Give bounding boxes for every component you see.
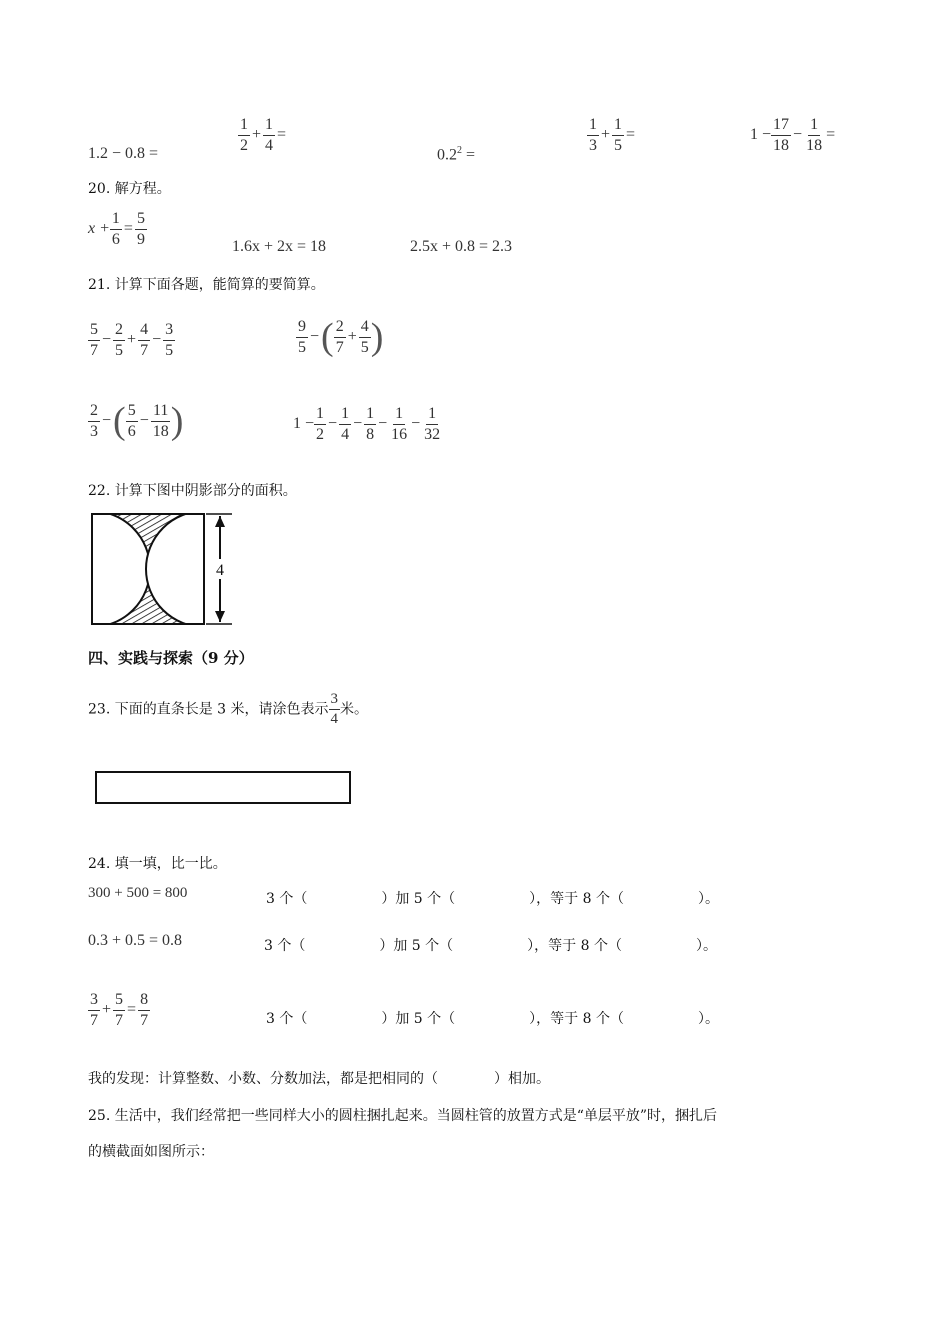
calc-expr-4: $\frac{1}{3}$ + $\frac{1}{5}$ = [589,116,636,154]
shaded-area-figure [88,510,238,628]
q25-line-1: 25. 生活中，我们经常把一些同样大小的圆柱捆扎起来。当圆柱管的放置方式是“单层平放”时，捆扎后 [88,1108,718,1124]
calc-expr-1: 1.2 − 0.8 = [88,145,159,162]
arrow-down-icon [215,611,225,622]
q25-line-2: 的横截面如图所示： [88,1144,214,1160]
q24-expr-2: 0.3 + 0.5 = 0.8 [88,932,183,949]
calc-expr-3: $0.2^2$ = [437,145,476,164]
q21-expr-b: $\frac{9}{5}$ −( $\frac{2}{7}$ + $\frac{4}{5}$ ) [298,316,384,358]
q24-row-3: 3 个（ ）加 5 个（ ），等于 8 个（ ）。 [266,1011,719,1027]
q20-equation-2: 1.6x + 2x = 18 [232,238,327,255]
q21-title: 21. 计算下面各题，能简算的要简算。 [88,277,325,293]
q23-text: 23. 下面的直条长是 3 米，请涂色表示 $\frac{3}{4}$ 米。 [88,691,369,727]
q24-expr-3: $\frac{3}{7}$ + $\frac{5}{7}$ = $\frac{8}{7}$ [90,991,149,1029]
calc-expr-2: $\frac{1}{2}$ + $\frac{1}{4}$ = [240,116,287,154]
q20-title: 20. 解方程。 [88,181,171,197]
q24-expr-1: 300 + 500 = 800 [88,885,188,901]
q24-row-1: 3 个（ ）加 5 个（ ），等于 8 个（ ）。 [266,891,719,907]
q21-expr-c: $\frac{2}{3}$ −( $\frac{5}{6}$ − $\frac{11}{18}$ ) [90,400,184,442]
q24-finding: 我的发现：计算整数、小数、分数加法，都是把相同的（ ）相加。 [88,1071,550,1087]
q24-title: 24. 填一填，比一比。 [88,856,227,872]
q20-equation-3: 2.5x + 0.8 = 2.3 [410,238,513,255]
q22-title: 22. 计算下图中阴影部分的面积。 [88,483,297,499]
q20-equation-1: x + $\frac{1}{6}$ = $\frac{5}{9}$ [88,210,145,248]
strip-bar[interactable] [95,771,351,804]
q21-expr-a: $\frac{5}{7}$ − $\frac{2}{5}$ + $\frac{4}{7}$ − $\frac{3}{5}$ [90,321,174,359]
section-4-title: 四、实践与探索（9 分） [88,649,254,667]
arrow-up-icon [215,516,225,527]
q24-row-2: 3 个（ ）加 5 个（ ），等于 8 个（ ）。 [264,938,717,954]
calc-expr-5: 1 − $\frac{17}{18}$ − $\frac{1}{18}$ = [750,116,836,154]
dimension-label: 4 [216,562,224,579]
q21-expr-d: 1 − $\frac{1}{2}$ − $\frac{1}{4}$ − $\frac{1}{8}$ − $\frac{1}{16}$ − $\frac{1}{32}$ [293,405,441,443]
